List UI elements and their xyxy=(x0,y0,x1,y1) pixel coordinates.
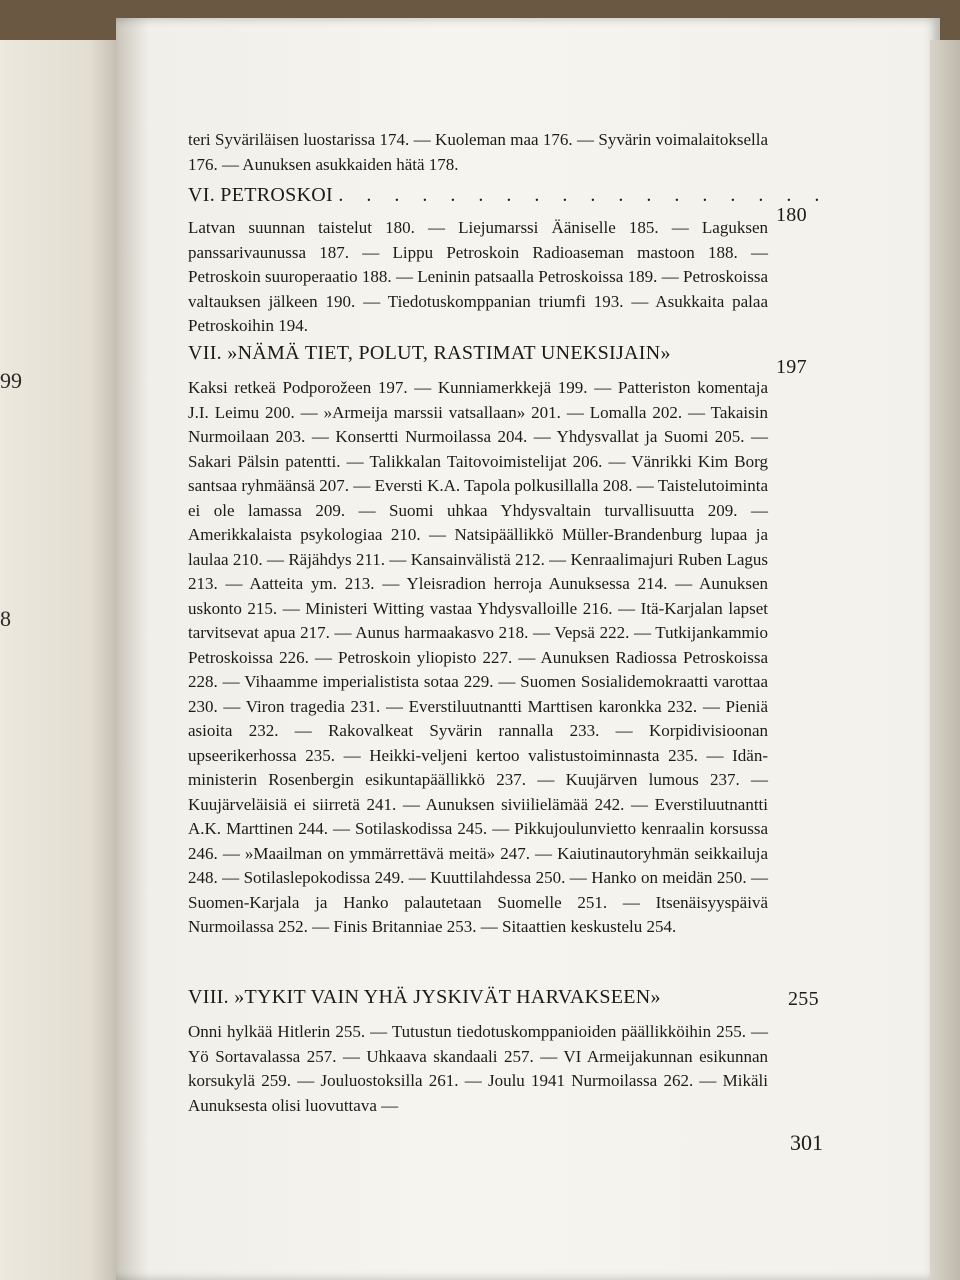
chapter-page-number: 197 xyxy=(776,356,807,378)
left-page xyxy=(0,40,128,1280)
toc-paragraph: Kaksi retkeä Podporožeen 197. — Kunniamerkkejä 199. — Patteriston komentaja J.I. Leimu 200. — »Armeija marssii vatsallaan» 201. — Lomalla 202. — Takaisin Nurmoilaan 203. — Konsertti Nurmoilassa 204. — Yhdysvallat ja Suomi 205. — Sakari Pälsin patentti. — Talikkalan Taitovoimistelijat 206. — Vänrikki Kim Borg santsaa ryhmäänsä 207. — Eversti K.A. Tapola polkusillalla 208. — Taistelutoiminta ei ole lamassa 209. — Suomi uhkaa Yhdysvaltain turvallisuutta 209. — Amerikkalaista psykologiaa 210. — Natsipäällikkö Müller-Brandenburg lupaa ja laulaa 210. — Räjähdys 211. — Kansainvälistä 212. — Kenraalimajuri Ruben Lagus 213. — Aatteita ym. 213. — Yleisradion herroja Aunuksessa 214. — Aunuksen uskonto 215. — Ministeri Witting vastaa Yhdysvalloille 216. — Itä-Karjalan lapset tarvitsevat apua 217. — Aunus harmaakasvo 218. — Vepsä 222. — Tutkijankammio Petroskoissa 226. — Petroskoin yliopisto 227. — Aunuksen Radiossa Petroskoissa 228. — Vihaamme imperialistista sotaa 229. — Suomen Sosialidemokraatti varottaa 230. — Viron tragedia 231. — Everstiluutnantti Marttisen karonkka 232. — Pieniä asioita 232. — Rakovalkeat Syvärin rannalla 233. — Korpidivisioonan upseerikerhossa 235. — Heikki-veljeni kertoo valistustoiminnasta 235. — Idän-ministerin Rosenbergin esikuntapäällikkö 237. — Kuujärven lumous 237. — Kuujärveläisiä ei siirretä 241. — Aunuksen siviilielämää 242. — Everstiluutnantti A.K. Marttinen 244. — Sotilaskodissa 245. — Pikkujoulunvietto kenraalin korsussa 246. — »Maailman on ymmärrettävä meitä» 247. — Kaiutinautoryhmän seikkailuja 248. — Sotilaslepokodissa 249. — Kuuttilahdessa 250. — Hanko on meidän 250. — Suomen-Karjala ja Hanko palautetaan Suomelle 251. — Itsenäisyyspäivä Nurmoilassa 252. — Finis Britanniae 253. — Sitaattien keskustelu 254. xyxy=(188,378,768,936)
chapter-heading xyxy=(188,184,829,226)
toc-paragraph: teri Syväriläisen luostarissa 174. — Kuoleman maa 176. — Syvärin voimalaitoksella 176. — Aunuksen asukkaiden hätä 178. xyxy=(188,130,768,174)
chapter-heading xyxy=(188,986,818,1009)
chapter-heading xyxy=(188,342,818,378)
toc-paragraph: Latvan suunnan taistelut 180. — Liejumarssi Ääniselle 185. — Laguksen panssarivaunussa 187. — Lippu Petroskoin Radioaseman mastoon 188. — Petroskoin suuroperaatio 188. — Leninin patsaalla Petroskoissa 189. — Petroskoissa valtauksen jälkeen 190. — Tiedotuskomppanian triumfi 193. — Asukkaita palaa Petroskoihin 194. xyxy=(188,218,768,335)
left-page-number: 99 xyxy=(0,368,22,393)
chapter-title: VIII. »TYKIT VAIN YHÄ JYSKIVÄT HARVAKSEEN» xyxy=(188,986,661,1008)
chapter-title: VII. »NÄMÄ TIET, POLUT, RASTIMAT UNEKSIJAIN» xyxy=(188,342,671,364)
chapter-page-number: 255 xyxy=(788,988,819,1010)
chapter-title: VI. PETROSKOI xyxy=(188,184,334,206)
page-number: 301 xyxy=(790,1130,823,1155)
dot-leader: . . . . . . . . . . . . . . . . . . xyxy=(338,184,829,206)
chapter-page-number: 180 xyxy=(776,204,807,226)
left-page-number: 8 xyxy=(0,606,11,631)
toc-paragraph: Onni hylkää Hitlerin 255. — Tutustun tiedotuskomppanioiden päällikköihin 255. — Yö Sortavalassa 257. — Uhkaava skandaali 257. — VI Armeijakunnan esikunnan korsukylä 259. — Jouluostoksilla 261. — Joulu 1941 Nurmoilassa 262. — Mikäli Aunuksesta olisi luovuttava — xyxy=(188,1022,768,1115)
page-edges xyxy=(930,40,960,1280)
